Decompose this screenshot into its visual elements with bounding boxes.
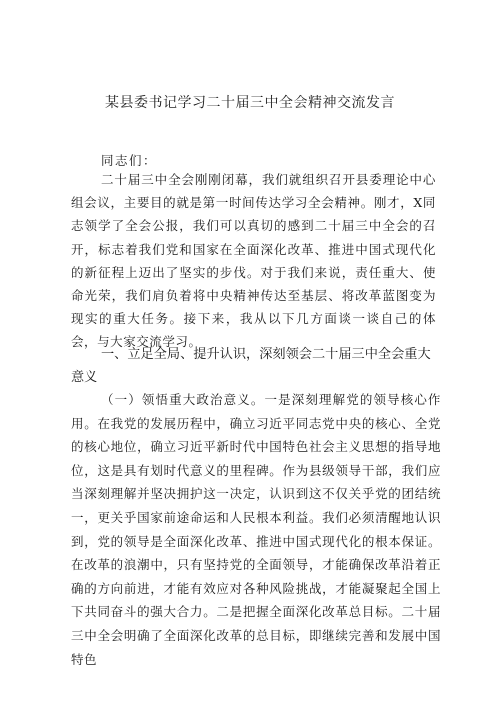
intro-paragraph: 二十届三中全会刚刚闭幕，我们就组织召开县委理论中心组会议，主要目的就是第一时间传达学习全会精神。刚才，X同志领学了全会公报，我们可以真切的感到二十届三中全会的召开，标志着我们党和国家在全面深化改革、推进中国式现代化的新征程上迈出了坚实的步伐。对于我们来说，责任重大、使命光荣，我们肩负着将中央精神传达至基层、将改革蓝图变为现实的重大任务。接下来，我从以下几方面谈一谈自己的体会，与大家交流学习。 [71, 172, 436, 350]
salutation: 同志们： [101, 153, 158, 168]
section-paragraph: （一）领悟重大政治意义。一是深刻理解党的领导核心作用。在我党的发展历程中，确立习近平同志党中央的核心、全党的核心地位，确立习近平新时代中国特色社会主义思想的指导地位，这是具有划时代意义的里程碑。作为县级领导干部，我们应当深刻理解并坚决拥护这一决定，认识到这不仅关乎党的团结统一，更关乎国家前途命运和人民根本利益。我们必须清醒地认识到，党的领导是全面深化改革、推进中国式现代化的根本保证。在改革的浪潮中，只有坚持党的全面领导，才能确保改革沿着正确的方向前进，才能有效应对各种风险挑战，才能凝聚起全国上下共同奋斗的强大合力。二是把握全面深化改革总目标。二十届三中全会明确了全面深化改革的总目标，即继续完善和发展中国特色 [71, 392, 441, 667]
document-title: 某县委书记学习二十届三中全会精神交流发言 [105, 95, 395, 111]
section-heading: 一、立足全局、提升认识，深刻领会二十届三中全会重大意义 [71, 347, 431, 385]
